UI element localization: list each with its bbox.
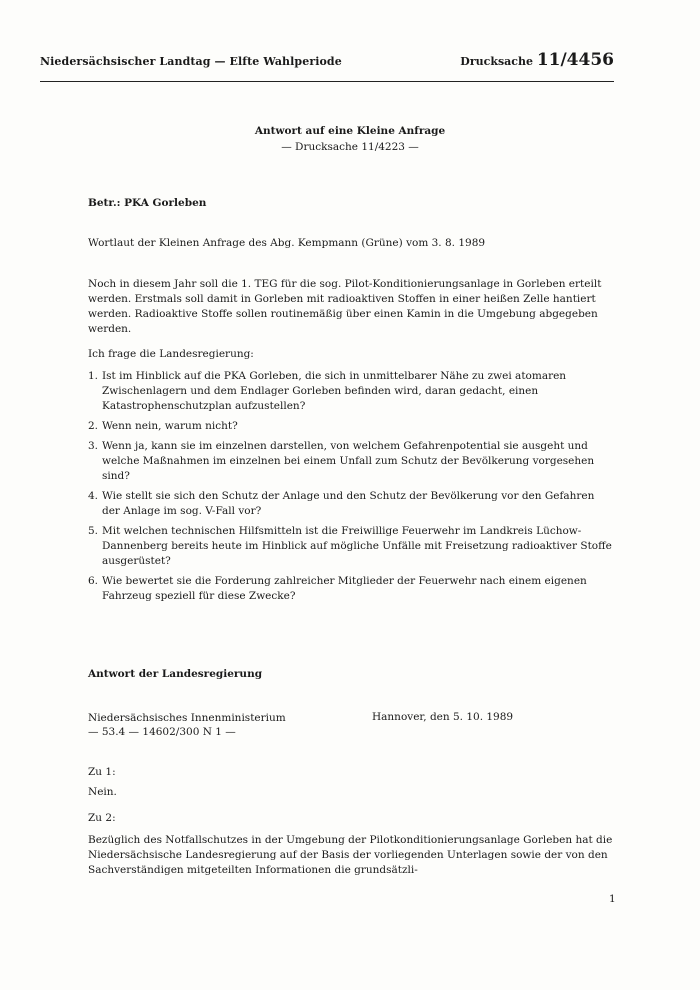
document-title: Antwort auf eine Kleine Anfrage bbox=[254, 125, 446, 137]
header-document-number bbox=[460, 50, 614, 70]
ministry-name: Niedersächsisches Innenministerium bbox=[88, 712, 286, 724]
list-item bbox=[88, 489, 614, 519]
header-prefix: Drucksache bbox=[460, 55, 533, 68]
document-subtitle: — Drucksache 11/4223 — bbox=[281, 141, 419, 153]
item-number: 5. bbox=[88, 525, 99, 537]
reference-number: — 53.4 — 14602/300 N 1 — bbox=[88, 726, 236, 738]
header-rule bbox=[40, 81, 614, 82]
header-title: Niedersächsischer Landtag — Elfte Wahlperiode bbox=[40, 55, 342, 68]
list-item bbox=[88, 574, 614, 604]
item-text: Mit welchen technischen Hilfsmitteln ist die Freiwillige Feuerwehr im Landkreis Lüchow-Dannenberg bereits heute im Hinblick auf mögliche Unfälle mit Freisetzung radioaktiver Stoffe ausgerüstet? bbox=[102, 525, 612, 567]
item-text: Wenn nein, warum nicht? bbox=[102, 420, 238, 432]
item-text: Wenn ja, kann sie im einzelnen darstellen, von welchem Gefahrenpotential sie ausgeht und welche Maßnahmen im einzelnen bei einem Unfall zum Schutz der Bevölkerung vorgesehen sind? bbox=[102, 440, 595, 482]
item-text: Wie stellt sie sich den Schutz der Anlage und den Schutz der Bevölkerung vor den Gefahren der Anlage im sog. V-Fall vor? bbox=[102, 490, 595, 517]
header-number: 11/4456 bbox=[536, 50, 614, 70]
zu1-label: Zu 1: bbox=[88, 766, 116, 778]
item-text: Wie bewertet sie die Forderung zahlreicher Mitglieder der Feuerwehr nach einem eigenen Fahrzeug speziell für diese Zwecke? bbox=[102, 575, 587, 602]
zu2-text: Bezüglich des Notfallschutzes in der Umgebung der Pilotkonditionierungsanlage Gorleben hat die Niedersächsische Landesregierung auf der Basis der vorliegenden Unterlagen sowie der von den Sachverständigen mitgeteilten Informationen die grundsätzli- bbox=[88, 834, 613, 876]
list-item bbox=[88, 419, 614, 434]
question-list bbox=[88, 369, 614, 609]
item-number: 6. bbox=[88, 575, 99, 587]
item-number: 1. bbox=[88, 370, 99, 382]
paragraph: Noch in diesem Jahr soll die 1. TEG für die sog. Pilot-Konditionierungsanlage in Gorleben erteilt werden. Erstmals soll damit in Gorleben mit radioaktiven Stoffen in einer heißen Zelle hantiert werden. Radioaktive Stoffe sollen routinemäßig über einen Kamin in die Umgebung abgegeben werden. bbox=[88, 278, 602, 335]
item-text: Ist im Hinblick auf die PKA Gorleben, die sich in unmittelbarer Nähe zu zwei atomaren Zwischenlagern und dem Endlager Gorleben befinden wird, daran gedacht, einen Katastrophenschutzplan aufzustellen? bbox=[102, 370, 567, 412]
page-number: 1 bbox=[609, 893, 616, 905]
zu2-label: Zu 2: bbox=[88, 812, 116, 824]
place-date: Hannover, den 5. 10. 1989 bbox=[372, 711, 514, 723]
subject-line: Betr.: PKA Gorleben bbox=[88, 197, 207, 209]
zu1-text: Nein. bbox=[88, 786, 117, 798]
intro-line: Wortlaut der Kleinen Anfrage des Abg. Kempmann (Grüne) vom 3. 8. 1989 bbox=[88, 237, 486, 249]
item-number: 3. bbox=[88, 440, 99, 452]
question-intro: Ich frage die Landesregierung: bbox=[88, 348, 254, 360]
item-number: 4. bbox=[88, 490, 99, 502]
list-item bbox=[88, 369, 614, 414]
list-item bbox=[88, 439, 614, 484]
item-number: 2. bbox=[88, 420, 99, 432]
answer-heading: Antwort der Landesregierung bbox=[88, 668, 263, 680]
list-item bbox=[88, 524, 614, 569]
